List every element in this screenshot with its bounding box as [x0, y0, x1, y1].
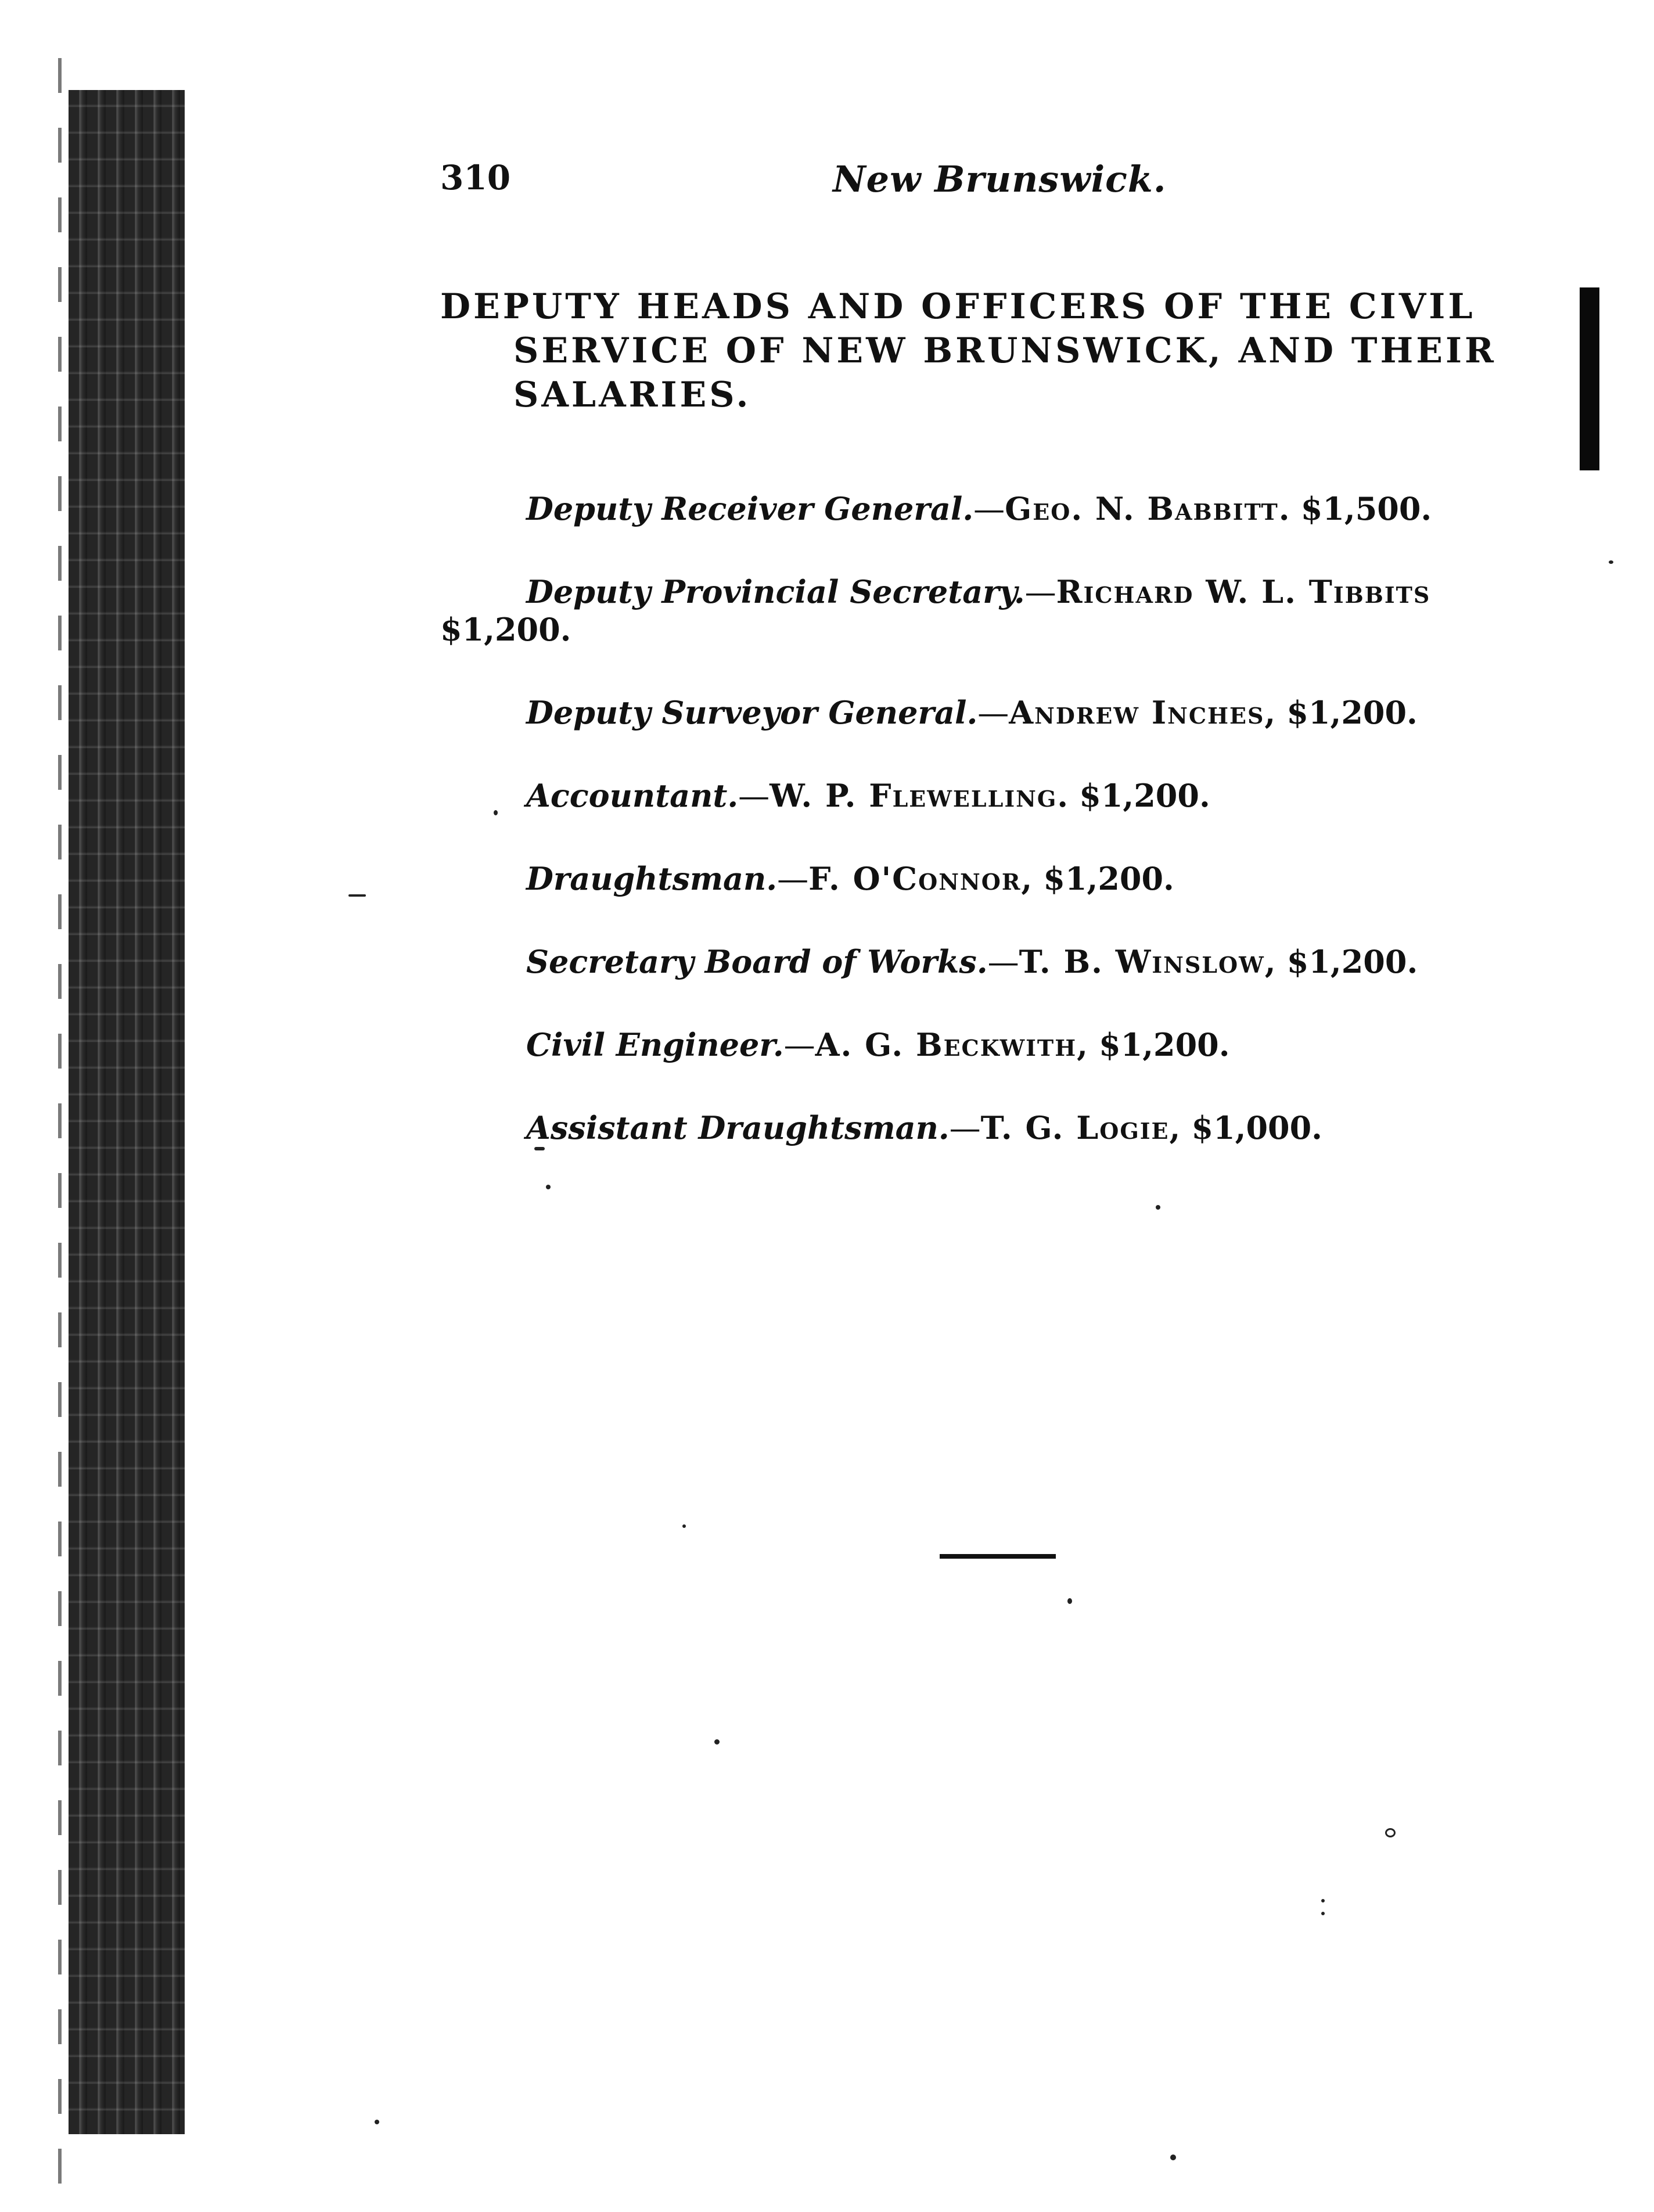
page-number: 310: [440, 158, 511, 197]
list-item: Accountant.—W. P. Flewelling. $1,200.: [526, 777, 1210, 814]
officer-name: F. O'Connor,: [808, 860, 1034, 897]
scan-speck: [375, 2120, 379, 2124]
salary: $1,200.: [1286, 943, 1418, 980]
office-title: Deputy Provincial Secretary.: [526, 573, 1025, 610]
office-title: Secretary Board of Works.: [526, 943, 988, 980]
officer-name: Richard W. L. Tibbits: [1056, 573, 1431, 610]
book-binding-shadow: [69, 90, 185, 2134]
office-title: Assistant Draughtsman.: [526, 1109, 950, 1146]
margin-marker-bar: [1580, 287, 1599, 470]
officer-name: A. G. Beckwith,: [815, 1026, 1089, 1063]
list-item: Assistant Draughtsman.—T. G. Logie, $1,000.: [526, 1109, 1322, 1146]
scan-speck: [494, 810, 498, 815]
list-item: Deputy Receiver General.—Geo. N. Babbitt. $1,500.: [526, 490, 1432, 527]
officer-name: T. G. Logie,: [980, 1109, 1182, 1146]
scan-speck: [1067, 1598, 1072, 1604]
office-title: Accountant.: [526, 777, 739, 814]
scan-speck: [682, 1524, 686, 1528]
officer-name: T. B. Winslow,: [1019, 943, 1277, 980]
salary-list: [440, 459, 1462, 1192]
end-rule: [940, 1554, 1056, 1559]
office-title: Deputy Surveyor General.: [526, 694, 978, 731]
heading-line-2: SERVICE OF NEW BRUNSWICK, AND THEIR: [513, 330, 1497, 371]
officer-name: Geo. N. Babbitt.: [1005, 490, 1291, 527]
officer-name: Andrew Inches,: [1009, 694, 1277, 731]
section-heading: [440, 285, 1497, 417]
running-head: [440, 158, 1428, 204]
running-title: New Brunswick.: [833, 158, 1167, 200]
scan-speck: [1385, 1828, 1396, 1837]
salary: $1,200.: [1286, 694, 1418, 731]
list-item: Secretary Board of Works.—T. B. Winslow, $1,200.: [526, 943, 1418, 980]
office-title: Deputy Receiver General.: [526, 490, 974, 527]
list-item: Deputy Surveyor General.—Andrew Inches, $1,200.: [526, 694, 1418, 731]
salary: $1,200.: [1043, 860, 1174, 897]
salary: $1,200.: [440, 611, 571, 648]
office-title: Draughtsman.: [526, 860, 778, 897]
scan-speck: [348, 894, 366, 897]
scan-speck: [714, 1739, 720, 1745]
salary: $1,000.: [1191, 1109, 1322, 1146]
scan-speck: [534, 1147, 545, 1150]
binding-edge: [58, 35, 62, 2184]
office-title: Civil Engineer.: [526, 1026, 784, 1063]
salary: $1,500.: [1300, 490, 1432, 527]
scan-speck: [1170, 2155, 1176, 2160]
salary: $1,200.: [1099, 1026, 1230, 1063]
officer-name: W. P. Flewelling.: [770, 777, 1070, 814]
heading-line-1: DEPUTY HEADS AND OFFICERS OF THE CIVIL: [440, 286, 1476, 327]
list-item: Civil Engineer.—A. G. Beckwith, $1,200.: [526, 1026, 1230, 1063]
heading-line-3: SALARIES.: [513, 375, 752, 415]
scan-speck: [1321, 1912, 1325, 1915]
scan-speck: [546, 1185, 551, 1189]
scan-speck: [1321, 1899, 1325, 1902]
scan-speck: [1156, 1205, 1160, 1210]
salary: $1,200.: [1079, 777, 1210, 814]
list-item: Deputy Provincial Secretary.—Richard W. L. Tibbits $1,200.: [440, 573, 1462, 649]
scan-speck: [1609, 560, 1613, 564]
list-item: Draughtsman.—F. O'Connor, $1,200.: [526, 860, 1174, 897]
